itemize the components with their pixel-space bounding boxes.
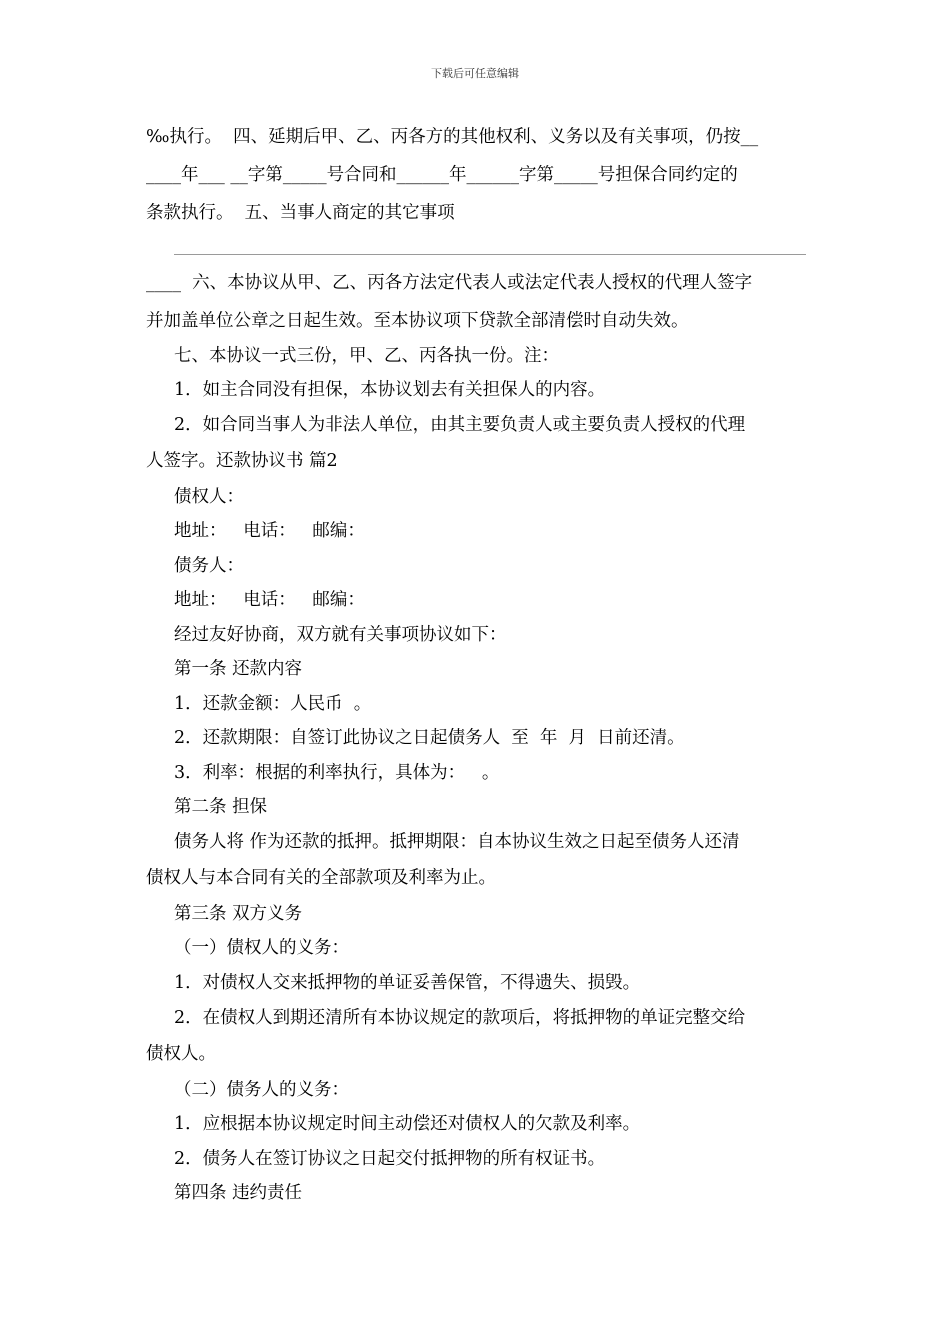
list-item: 1．还款金额：人民币 。 <box>174 694 372 714</box>
list-item: 1．应根据本协议规定时间主动偿还对债权人的欠款及利率。 <box>174 1114 641 1134</box>
paragraph-line: 债权人。 <box>146 1044 216 1064</box>
field-label: 债务人： <box>174 556 244 576</box>
paragraph-line: 七、本协议一式三份，甲、乙、丙各执一份。注： <box>174 346 559 366</box>
paragraph-line: ____年___ __字第_____号合同和______年______字第_____号担保合同约定的 <box>146 165 738 185</box>
field-label: 地址： 电话： 邮编： <box>174 521 365 541</box>
field-label: 地址： 电话： 邮编： <box>174 590 365 610</box>
underline-rule <box>174 254 806 255</box>
section-heading: 第三条 双方义务 <box>174 904 303 924</box>
paragraph-line: 债权人与本合同有关的全部款项及利率为止。 <box>146 868 496 888</box>
paragraph-line: 条款执行。 五、当事人商定的其它事项 <box>146 203 455 223</box>
section-heading: 第一条 还款内容 <box>174 659 303 679</box>
paragraph-line: 经过友好协商，双方就有关事项协议如下： <box>174 625 507 645</box>
paragraph-line: ‰执行。 四、延期后甲、乙、丙各方的其他权利、义务以及有关事项，仍按__ <box>146 127 759 147</box>
paragraph-line: 并加盖单位公章之日起生效。至本协议项下贷款全部清偿时自动失效。 <box>146 311 689 331</box>
paragraph-line: 人签字。还款协议书 篇2 <box>146 451 338 471</box>
list-item: 3．利率：根据的利率执行，具体为： 。 <box>174 763 500 783</box>
paragraph-line: ____ 六、本协议从甲、乙、丙各方法定代表人或法定代表人授权的代理人签字 <box>146 273 753 293</box>
list-item: 1．如主合同没有担保，本协议划去有关担保人的内容。 <box>174 380 606 400</box>
section-heading: 第四条 违约责任 <box>174 1183 303 1203</box>
field-label: 债权人： <box>174 487 244 507</box>
paragraph-line: 债务人将 作为还款的抵押。抵押期限：自本协议生效之日起至债务人还清 <box>174 832 740 852</box>
list-item: 1．对债权人交来抵押物的单证妥善保管，不得遗失、损毁。 <box>174 973 641 993</box>
section-heading: 第二条 担保 <box>174 797 268 817</box>
list-item: 2．还款期限：自签订此协议之日起债务人 至 年 月 日前还清。 <box>174 728 685 748</box>
list-item: 2．在债权人到期还清所有本协议规定的款项后，将抵押物的单证完整交给 <box>174 1008 746 1028</box>
sub-heading: （一）债权人的义务： <box>174 938 349 958</box>
list-item: 2．如合同当事人为非法人单位，由其主要负责人或主要负责人授权的代理 <box>174 415 746 435</box>
page-header: 下载后可任意编辑 <box>431 67 519 80</box>
list-item: 2．债务人在签订协议之日起交付抵押物的所有权证书。 <box>174 1149 606 1169</box>
sub-heading: （二）债务人的义务： <box>174 1080 349 1100</box>
